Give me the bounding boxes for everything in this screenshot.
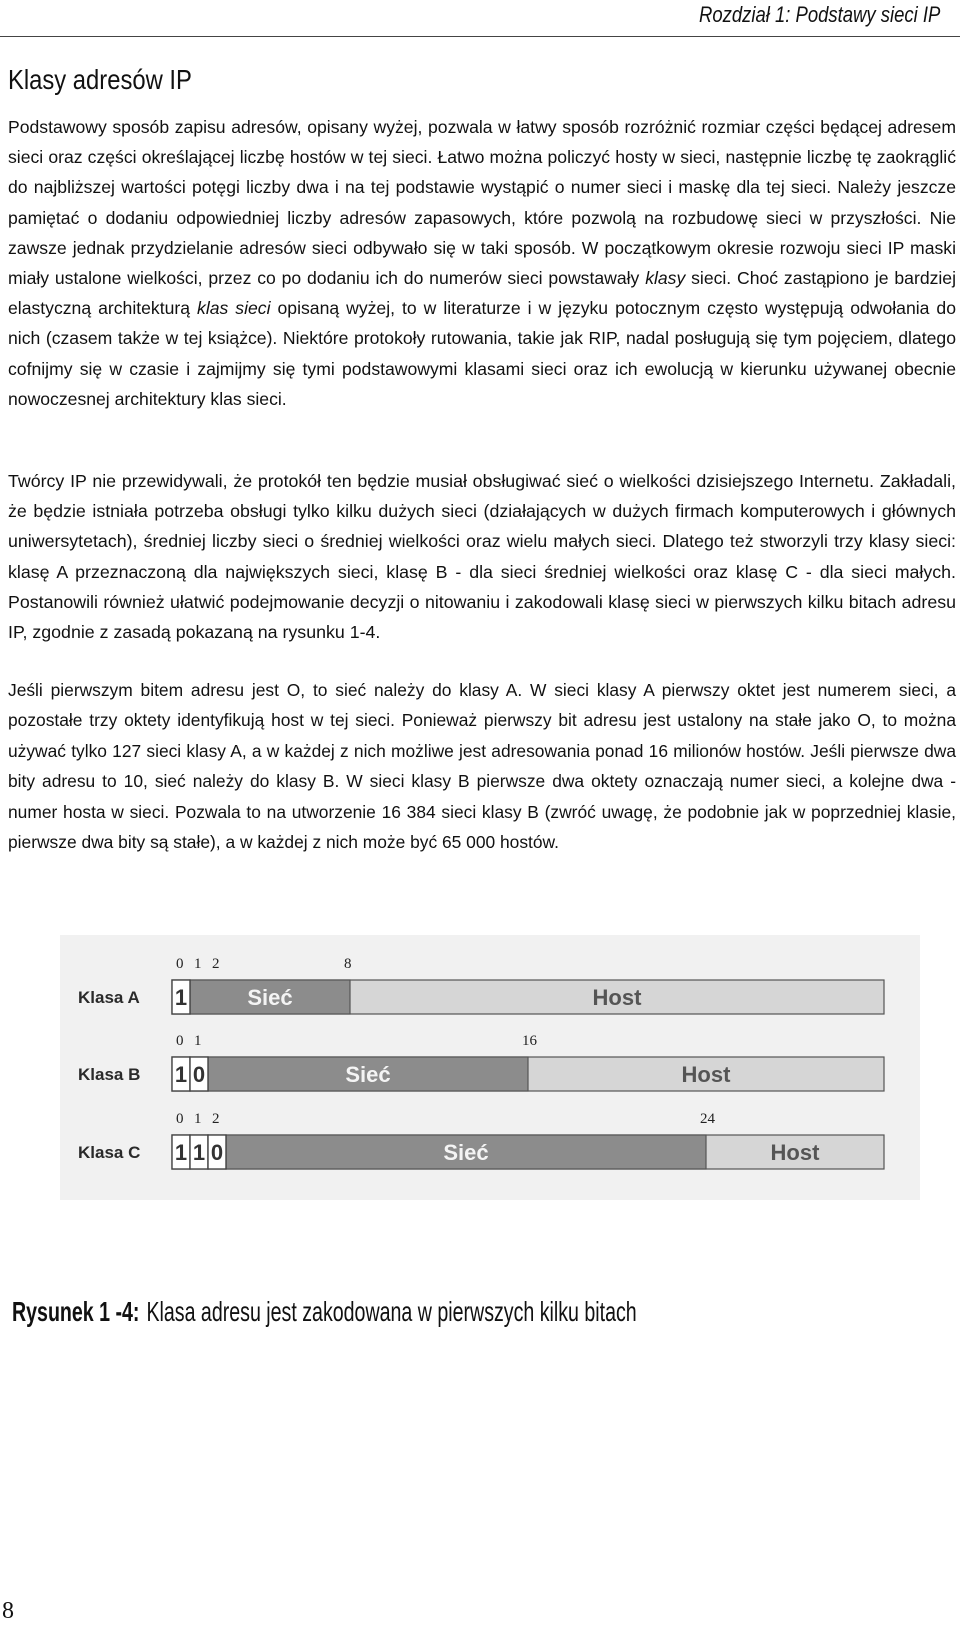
- host-label: Host: [592, 985, 642, 1010]
- network-label: Sieć: [443, 1140, 489, 1165]
- bit-position-tick: 2: [212, 1111, 220, 1127]
- section-title: Klasy adresów IP: [8, 64, 192, 95]
- class-label: Klasa A: [78, 988, 140, 1007]
- bit-position-tick: 24: [700, 1111, 715, 1127]
- bit-position-tick: 2: [212, 956, 220, 972]
- bit-position-tick: 0: [176, 1033, 184, 1049]
- fixed-bit-value: 1: [174, 985, 188, 1010]
- address-class-diagram: [60, 935, 920, 1200]
- network-label: Sieć: [345, 1062, 391, 1087]
- bit-position-tick: 0: [176, 956, 184, 972]
- paragraph-1-part-a: Podstawowy sposób zapisu adresów, opisany wyżej, pozwala w łatwy sposób rozróżnić rozmiar części będącej adresem sieci oraz części określającej liczbę hostów w tej sieci. Łatwo można policzyć hosty w sieci, następnie liczbę tę zaokrąglić do najbliższej wartości potęgi liczby dwa i na tej podstawie wystąpić o numer sieci i maskę dla tej sieci. Należy jeszcze pamiętać o dodaniu odpowiedniej liczby adresów zapasowych, które pozwolą na rozbudowę sieci w przyszłości. Nie zawsze jednak przydzielanie adresów sieci odbywało się w taki sposób. W początkowym okresie rozwoju sieci IP maski miały ustalone wielkości, przez co po dodaniu ich do numerów sieci powstawały: [8, 117, 956, 289]
- address-class-figure: [60, 935, 920, 1200]
- fixed-bit-value: 1: [174, 1062, 188, 1087]
- running-header: Rozdział 1: Podstawy sieci IP: [698, 2, 940, 27]
- body-text-block-2: [8, 466, 956, 661]
- bit-position-tick: 1: [194, 1111, 202, 1127]
- paragraph-2: Twórcy IP nie przewidywali, że protokół ten będzie musiał obsługiwać sieć o wielkości dzisiejszego Internetu. Zakładali, że będzie istniała potrzeba obsługi tylko kilku dużych sieci (działających w dużych firmach komputerowych i głównych uniwersytetach), średniej liczby sieci o średniej wielkości oraz wielu małych sieci. Dlatego też stworzyli trzy klasy sieci: klasę A przeznaczoną dla największych sieci, klasę B - dla sieci średniej wielkości oraz klasę C - dla sieci małych. Postanowili również ułatwić podejmowanie decyzji o nitowaniu i zakodowali klasę sieci w pierwszych kilku bitach adresu IP, zgodnie z zasadą pokazaną na rysunku 1-4.: [8, 471, 956, 643]
- body-text-block-1: [8, 112, 956, 428]
- paragraph-1-part-c: opisaną wyżej, to w literaturze i w języku potocznym często występują odwołania do nich (czasem także w tej książce). Niektóre protokoły rutowania, takie jak RIP, nadal posługują się tym pojęciem, dlatego cofnijmy się w czasie i zajmijmy się tymi podstawowymi klasami sieci oraz ich ewolucją w kierunku używanej obecnie nowoczesnej architektury klas sieci.: [8, 298, 956, 409]
- emphasis-klas-sieci: klas sieci: [197, 298, 271, 319]
- emphasis-klasy: klasy: [645, 268, 686, 289]
- bit-position-tick: 0: [176, 1111, 184, 1127]
- fixed-bit-value: 0: [192, 1062, 206, 1087]
- class-label: Klasa C: [78, 1143, 141, 1162]
- figure-caption-label: Rysunek 1 -4:: [12, 1296, 140, 1327]
- page-number: 8: [2, 1598, 14, 1624]
- class-label: Klasa B: [78, 1065, 141, 1084]
- host-label: Host: [770, 1140, 820, 1165]
- host-label: Host: [681, 1062, 731, 1087]
- fixed-bit-value: 1: [192, 1140, 206, 1165]
- bit-position-tick: 16: [522, 1033, 537, 1049]
- body-text-block-3: [8, 675, 956, 871]
- bit-position-tick: 8: [344, 956, 352, 972]
- header-rule: [0, 36, 960, 37]
- figure-caption: [12, 1296, 637, 1328]
- network-label: Sieć: [247, 985, 293, 1010]
- paragraph-1: [8, 112, 956, 414]
- bit-position-tick: 1: [194, 956, 202, 972]
- fixed-bit-value: 0: [210, 1140, 224, 1165]
- fixed-bit-value: 1: [174, 1140, 188, 1165]
- paragraph-3: Jeśli pierwszym bitem adresu jest O, to sieć należy do klasy A. W sieci klasy A pierwszy oktet jest numerem sieci, a pozostałe trzy oktety identyfikują host w tej sieci. Ponieważ pierwszy bit adresu jest ustalony na stałe jako O, to można używać tylko 127 sieci klasy A, a w każdej z nich możliwe jest adresowania ponad 16 milionów hostów. Jeśli pierwsze dwa bity adresu to 10, sieć należy do klasy B. W sieci klasy B pierwsze dwa oktety oznaczają numer sieci, a kolejne dwa - numer hosta w sieci. Pozwala to na utworzenie 16 384 sieci klasy B (zwróć uwagę, że podobnie jak w poprzedniej klasie, pierwsze dwa bity są stałe), a w każdej z nich może być 65 000 hostów.: [8, 680, 956, 853]
- paragraph-1-part-b: sieci. Choć zastąpiono je bardziej elastyczną architekturą: [8, 268, 956, 319]
- bit-position-tick: 1: [194, 1033, 202, 1049]
- figure-caption-text: Klasa adresu jest zakodowana w pierwszych kilku bitach: [146, 1296, 637, 1327]
